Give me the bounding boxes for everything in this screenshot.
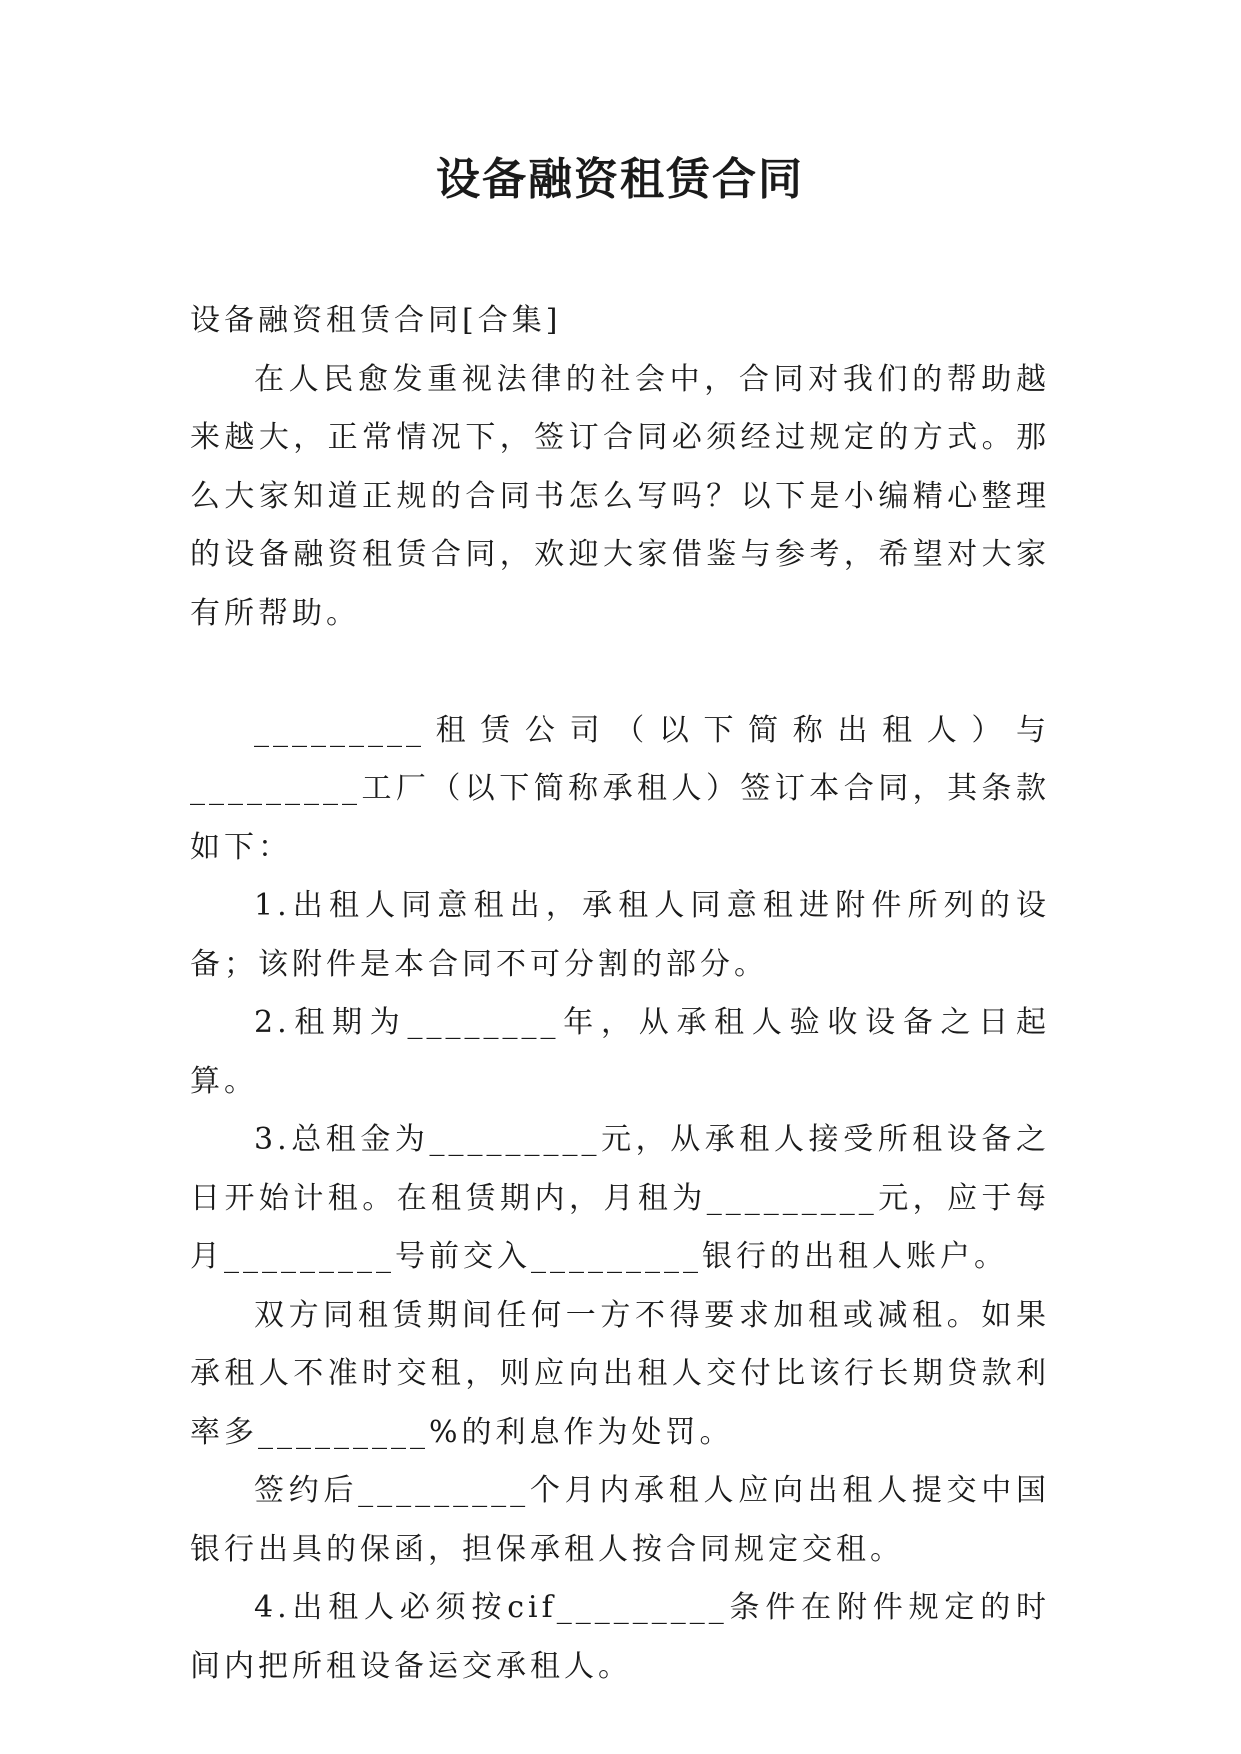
rent-adjustment-paragraph: 双方同租赁期间任何一方不得要求加租或减租。如果承租人不准时交租，则应向出租人交付比该行长期贷款利率多_________%的利息作为处罚。: [190, 1297, 1050, 1450]
clause-1-paragraph: 1.出租人同意租出，承租人同意租进附件所列的设备；该附件是本合同不可分割的部分。: [190, 888, 1050, 982]
clause-4-paragraph: 4.出租人必须按cif_________条件在附件规定的时间内把所租设备运交承租人。: [190, 1590, 1050, 1684]
clause-3-paragraph: 3.总租金为_________元，从承租人接受所租设备之日开始计租。在租赁期内，月租为_________元，应于每月_________号前交入_________银行的出租人账户。: [190, 1122, 1050, 1274]
document-title: 设备融资租赁合同: [436, 154, 804, 205]
intro-paragraph: 在人民愈发重视法律的社会中，合同对我们的帮助越来越大，正常情况下，签订合同必须经过规定的方式。那么大家知道正规的合同书怎么写吗？以下是小编精心整理的设备融资租赁合同，欢迎大家借鉴与参考，希望对大家有所帮助。: [190, 361, 1050, 631]
paragraph-spacer: [190, 643, 1050, 702]
contract-parties-paragraph: _________租赁公司（以下简称出租人）与_________工厂（以下简称承租人）签订本合同，其条款如下：: [190, 712, 1050, 865]
guarantee-paragraph: 签约后_________个月内承租人应向出租人提交中国银行出具的保函，担保承租人按合同规定交租。: [190, 1473, 1050, 1567]
document-subtitle: 设备融资租赁合同[合集]: [190, 303, 562, 338]
clause-2-paragraph: 2.租期为________年，从承租人验收设备之日起算。: [190, 1005, 1050, 1099]
document-body: [190, 292, 1050, 1696]
